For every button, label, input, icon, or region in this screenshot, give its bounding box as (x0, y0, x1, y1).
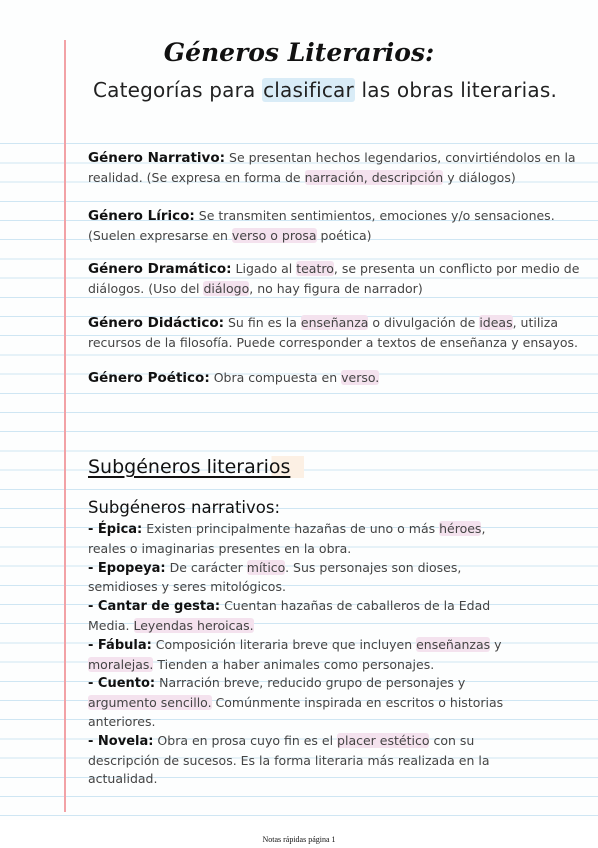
entry (88, 520, 518, 559)
entry-term: - Épica: (88, 522, 143, 537)
entry-term: Género Lírico: (88, 208, 195, 224)
entry-text: Obra en prosa cuyo fin es el (153, 732, 338, 748)
highlighted-text: moralejas. (88, 656, 154, 672)
page-footer: Notas rápidas página 1 (262, 835, 336, 844)
entry-text: o divulgación de (368, 315, 480, 330)
entry (88, 148, 593, 187)
entry-text: Obra compuesta en (209, 370, 342, 385)
entry-text: con su descripción de sucesos. Es la forma literaria más realizada en la actualidad. (88, 732, 490, 787)
highlighted-text: argumento sencillo. (88, 695, 212, 711)
subsection-title: Subgéneros narrativos: (88, 498, 281, 517)
entry-term: Género Poético: (88, 370, 210, 386)
entry (88, 674, 518, 731)
highlighted-text: verso o prosa (231, 228, 317, 244)
entry (88, 636, 518, 675)
entry-term: - Cuento: (88, 676, 156, 692)
entry-text: y diálogos) (443, 170, 516, 186)
entry (88, 206, 593, 245)
entry-text: , reales o imaginarias presentes en la obra. (88, 521, 486, 556)
entry-text: y (490, 636, 502, 652)
entry-term: Género Narrativo: (88, 150, 226, 166)
entry (88, 313, 593, 352)
highlighted-text: diálogo (203, 281, 250, 297)
entry-term: Género Dramático: (88, 261, 232, 277)
entry-text: poética) (316, 228, 372, 244)
highlighted-text: ideas (479, 315, 513, 330)
page-title: Géneros Literarios: (163, 38, 435, 67)
entry-text: Comúnmente inspirada en escritos o historias anteriores. (88, 695, 504, 729)
highlighted-text: placer estético (337, 732, 430, 748)
entry (88, 732, 518, 789)
section-title: Subgéneros literarios (88, 456, 304, 478)
entry-text: Existen principalmente hazañas de uno o más (142, 521, 440, 536)
entry-text: , utiliza recursos de la filosofía. Puede corresponder a textos de enseñanza y ensayos. (88, 315, 578, 351)
entry-text: Tienden a haber animales como personajes. (153, 656, 435, 672)
entry-text: , se presenta un conflicto por medio de diálogos. (Uso del (88, 261, 580, 297)
entry-text: Cuentan hazañas de caballeros de la Edad Media. (88, 598, 491, 633)
entry-text: Su fin es la (224, 315, 301, 330)
entry (88, 597, 518, 636)
entry-text: , no hay figura de narrador) (249, 281, 423, 297)
entry-term: Género Didáctico: (88, 315, 225, 331)
subgenres-list (88, 520, 518, 789)
entry-term: - Cantar de gesta: (88, 599, 221, 615)
highlighted-text: mítico (246, 559, 286, 575)
highlighted-text: enseñanzas (416, 636, 491, 652)
highlighted-text: verso. (341, 370, 380, 385)
highlighted-text: héroes (439, 521, 482, 536)
entry-text: Narración breve, reducido grupo de personajes y (155, 675, 466, 691)
entry-term: - Fábula: (88, 637, 152, 653)
entry (88, 368, 593, 388)
highlighted-text: enseñanza (300, 315, 369, 330)
margin-line (64, 40, 66, 812)
entry-text: Se transmiten sentimientos, emociones y/o sensaciones. (Suelen expresarse en (88, 208, 555, 244)
entry-term: - Novela: (88, 733, 154, 749)
entry (88, 259, 593, 298)
highlighted-text: teatro (296, 261, 334, 276)
highlighted-text: narración, descripción (304, 170, 444, 186)
entry-text: Se presentan hechos legendarios, convirtiéndolos en la realidad. (Se expresa en forma de (88, 150, 576, 186)
entry-term: - Epopeya: (88, 560, 166, 576)
entry-text: . Sus personajes son dioses, semidioses y seres mitológicos. (88, 559, 462, 595)
entry-text: Ligado al (231, 261, 297, 276)
entry (88, 559, 518, 598)
entry-text: Composición literaria breve que incluyen (151, 636, 417, 652)
page-subtitle: Categorías para clasificar las obras literarias. (92, 78, 558, 102)
highlighted-text: Leyendas heroicas. (133, 617, 254, 633)
entry-text: De carácter (165, 559, 247, 575)
subtitle-highlight: clasificar (263, 78, 354, 102)
